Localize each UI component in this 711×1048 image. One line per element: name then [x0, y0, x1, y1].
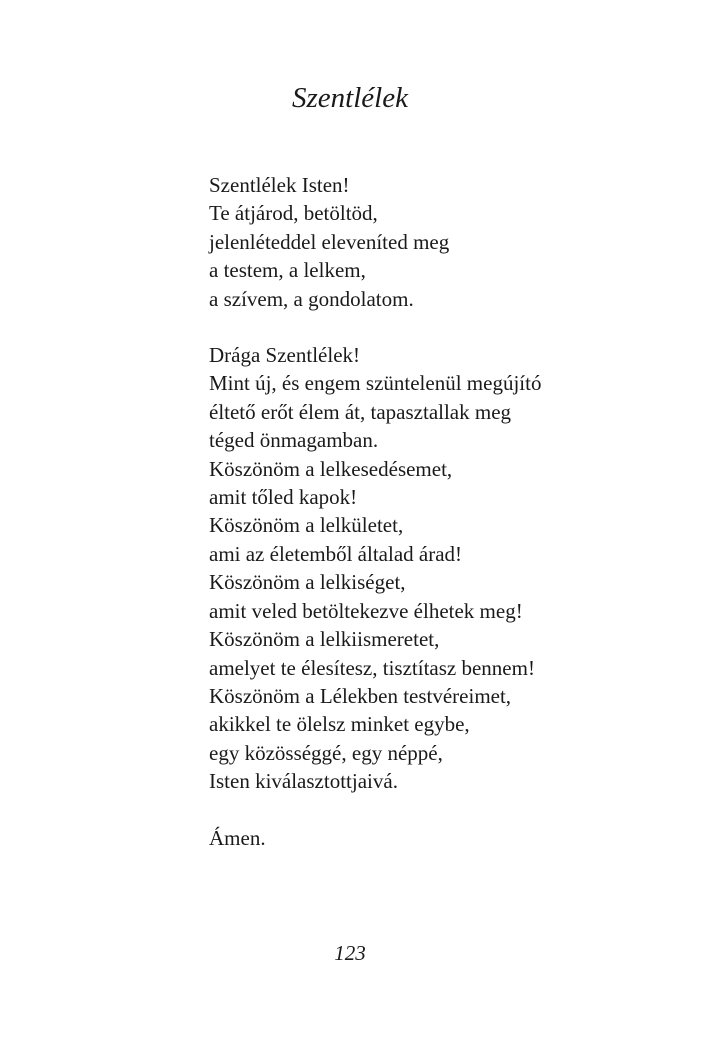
poem-line: Mint új, és engem szüntelenül megújító	[209, 371, 542, 396]
poem-line: Köszönöm a lelkesedésemet,	[209, 456, 453, 481]
stanza-1	[209, 171, 679, 313]
poem-line: Szentlélek Isten!	[209, 173, 350, 197]
poem-line: Drága Szentlélek!	[209, 343, 361, 368]
poem-body	[209, 171, 679, 880]
poem-line: Te átjárod, betöltöd,	[209, 201, 378, 226]
poem-title: Szentlélek	[292, 82, 408, 114]
poem-line: Isten kiválasztottjaivá.	[209, 769, 398, 794]
poem-line: akikkel te ölelsz minket egybe,	[209, 712, 470, 737]
stanza-2	[209, 341, 679, 796]
poem-line: a testem, a lelkem,	[209, 258, 366, 283]
poem-line: Ámen.	[209, 825, 266, 850]
poem-line: amit tőled kapok!	[209, 485, 358, 510]
poem-line: egy közösséggé, egy néppé,	[209, 740, 443, 765]
stanza-3	[209, 824, 679, 852]
page-number: 123	[334, 941, 366, 965]
poem-line: amelyet te élesítesz, tisztítasz bennem!	[209, 655, 535, 680]
poem-line: amit veled betöltekezve élhetek meg!	[209, 598, 523, 623]
poem-line: ami az életemből általad árad!	[209, 541, 463, 566]
poem-line: Köszönöm a lelkületet,	[209, 513, 404, 538]
poem-line: jelenléteddel eleveníted meg	[209, 229, 450, 254]
poem-line: a szívem, a gondolatom.	[209, 286, 414, 311]
poem-line: Köszönöm a lelkiséget,	[209, 570, 406, 595]
poem-line: Köszönöm a lelkiismeretet,	[209, 627, 440, 652]
poem-line: Köszönöm a Lélekben testvéreimet,	[209, 683, 512, 708]
poem-line: éltető erőt élem át, tapasztallak meg	[209, 399, 512, 424]
poem-line: téged önmagamban.	[209, 428, 379, 453]
